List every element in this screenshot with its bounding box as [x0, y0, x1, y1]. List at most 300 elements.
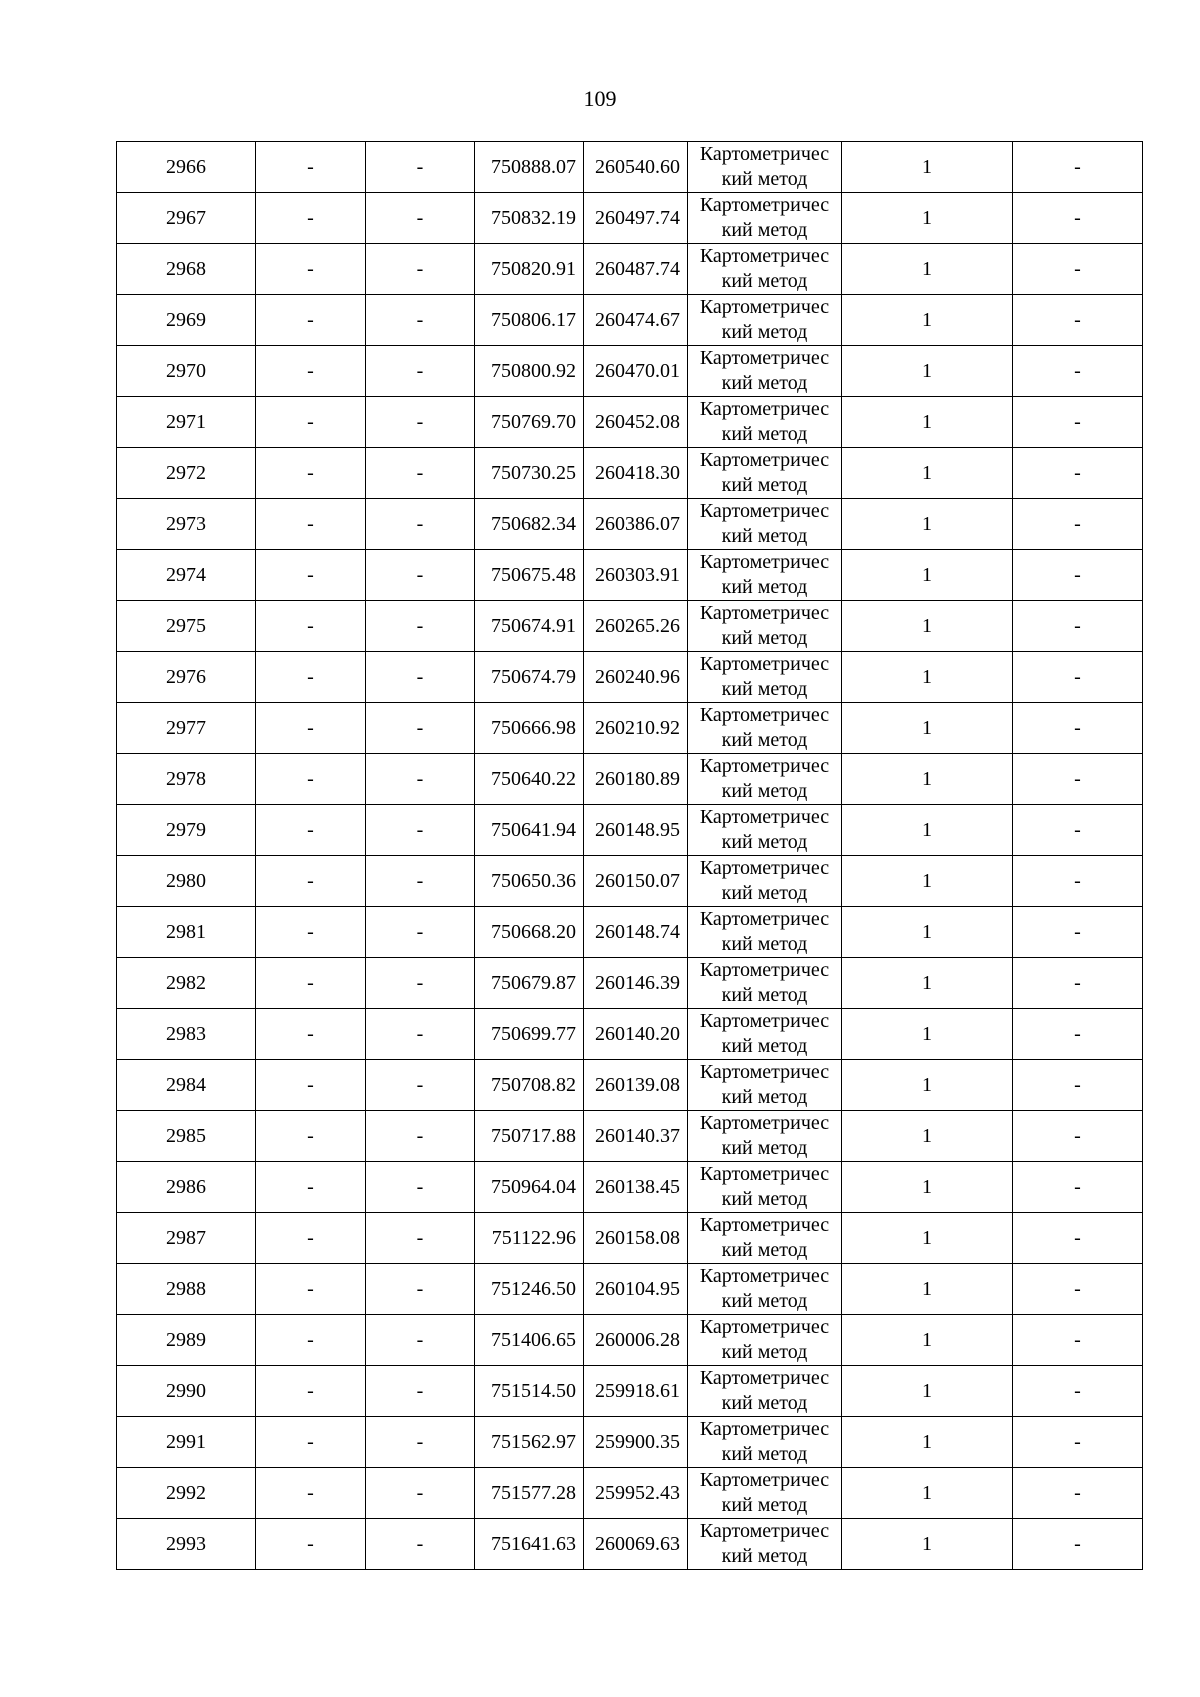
column-3-cell: - [366, 295, 475, 346]
method-cell [688, 193, 842, 244]
method-line-1: Картометричес [699, 194, 830, 216]
column-7-cell: 1 [842, 1060, 1013, 1111]
table-row [117, 1060, 1143, 1111]
column-7-cell: 1 [842, 295, 1013, 346]
table-row [117, 652, 1143, 703]
x-coordinate-cell: 750650.36 [475, 856, 584, 907]
y-coordinate-cell: 260158.08 [584, 1213, 688, 1264]
y-coordinate-cell: 259952.43 [584, 1468, 688, 1519]
y-coordinate-cell: 260386.07 [584, 499, 688, 550]
column-3-cell: - [366, 703, 475, 754]
column-8-cell: - [1013, 703, 1143, 754]
y-coordinate-cell: 260240.96 [584, 652, 688, 703]
table-row [117, 703, 1143, 754]
method-cell [688, 805, 842, 856]
method-cell [688, 1213, 842, 1264]
column-8-cell: - [1013, 856, 1143, 907]
point-number-cell: 2968 [117, 244, 256, 295]
table-row [117, 244, 1143, 295]
table-row [117, 550, 1143, 601]
method-line-1: Картометричес [699, 755, 830, 777]
column-3-cell: - [366, 907, 475, 958]
method-cell [688, 1111, 842, 1162]
column-8-cell: - [1013, 346, 1143, 397]
column-8-cell: - [1013, 1366, 1143, 1417]
method-line-1: Картометричес [699, 806, 830, 828]
point-number-cell: 2975 [117, 601, 256, 652]
y-coordinate-cell: 260470.01 [584, 346, 688, 397]
point-number-cell: 2977 [117, 703, 256, 754]
method-line-1: Картометричес [699, 1163, 830, 1185]
method-line-2: кий метод [721, 1494, 808, 1516]
method-line-2: кий метод [721, 933, 808, 955]
column-8-cell: - [1013, 142, 1143, 193]
column-2-cell: - [256, 1468, 366, 1519]
column-3-cell: - [366, 1468, 475, 1519]
y-coordinate-cell: 260265.26 [584, 601, 688, 652]
point-number-cell: 2988 [117, 1264, 256, 1315]
method-line-1: Картометричес [699, 1061, 830, 1083]
x-coordinate-cell: 750699.77 [475, 1009, 584, 1060]
method-line-1: Картометричес [699, 1316, 830, 1338]
table-row [117, 907, 1143, 958]
column-2-cell: - [256, 805, 366, 856]
x-coordinate-cell: 750679.87 [475, 958, 584, 1009]
method-cell [688, 448, 842, 499]
method-line-1: Картометричес [699, 398, 830, 420]
method-cell [688, 1468, 842, 1519]
column-3-cell: - [366, 1417, 475, 1468]
method-cell [688, 1009, 842, 1060]
column-7-cell: 1 [842, 805, 1013, 856]
method-cell [688, 1417, 842, 1468]
column-3-cell: - [366, 346, 475, 397]
method-cell [688, 295, 842, 346]
method-cell [688, 499, 842, 550]
x-coordinate-cell: 750730.25 [475, 448, 584, 499]
column-7-cell: 1 [842, 193, 1013, 244]
method-line-1: Картометричес [699, 908, 830, 930]
y-coordinate-cell: 260006.28 [584, 1315, 688, 1366]
method-line-2: кий метод [721, 1188, 808, 1210]
x-coordinate-cell: 750964.04 [475, 1162, 584, 1213]
method-line-2: кий метод [721, 831, 808, 853]
column-8-cell: - [1013, 1519, 1143, 1570]
method-line-2: кий метод [721, 780, 808, 802]
column-8-cell: - [1013, 1162, 1143, 1213]
point-number-cell: 2987 [117, 1213, 256, 1264]
column-7-cell: 1 [842, 1417, 1013, 1468]
point-number-cell: 2991 [117, 1417, 256, 1468]
method-cell [688, 1162, 842, 1213]
column-2-cell: - [256, 1060, 366, 1111]
y-coordinate-cell: 260150.07 [584, 856, 688, 907]
y-coordinate-cell: 260069.63 [584, 1519, 688, 1570]
y-coordinate-cell: 260140.20 [584, 1009, 688, 1060]
method-cell [688, 754, 842, 805]
x-coordinate-cell: 751641.63 [475, 1519, 584, 1570]
y-coordinate-cell: 260210.92 [584, 703, 688, 754]
x-coordinate-cell: 751577.28 [475, 1468, 584, 1519]
column-3-cell: - [366, 1060, 475, 1111]
point-number-cell: 2971 [117, 397, 256, 448]
column-8-cell: - [1013, 550, 1143, 601]
column-2-cell: - [256, 1009, 366, 1060]
table-row [117, 856, 1143, 907]
point-number-cell: 2974 [117, 550, 256, 601]
page-number: 109 [583, 86, 617, 111]
point-number-cell: 2985 [117, 1111, 256, 1162]
table-row [117, 1009, 1143, 1060]
method-line-2: кий метод [721, 1035, 808, 1057]
column-2-cell: - [256, 958, 366, 1009]
x-coordinate-cell: 750820.91 [475, 244, 584, 295]
point-number-cell: 2979 [117, 805, 256, 856]
column-3-cell: - [366, 142, 475, 193]
column-8-cell: - [1013, 1417, 1143, 1468]
column-7-cell: 1 [842, 1264, 1013, 1315]
method-line-2: кий метод [721, 1443, 808, 1465]
method-line-2: кий метод [721, 270, 808, 292]
x-coordinate-cell: 751406.65 [475, 1315, 584, 1366]
y-coordinate-cell: 260138.45 [584, 1162, 688, 1213]
method-line-1: Картометричес [699, 296, 830, 318]
method-cell [688, 1060, 842, 1111]
method-line-1: Картометричес [699, 1265, 830, 1287]
column-7-cell: 1 [842, 397, 1013, 448]
column-3-cell: - [366, 958, 475, 1009]
method-cell [688, 601, 842, 652]
point-number-cell: 2993 [117, 1519, 256, 1570]
column-3-cell: - [366, 1264, 475, 1315]
table-row [117, 295, 1143, 346]
column-3-cell: - [366, 1111, 475, 1162]
column-7-cell: 1 [842, 856, 1013, 907]
column-2-cell: - [256, 1213, 366, 1264]
y-coordinate-cell: 260418.30 [584, 448, 688, 499]
method-cell [688, 652, 842, 703]
column-8-cell: - [1013, 397, 1143, 448]
x-coordinate-cell: 750800.92 [475, 346, 584, 397]
point-number-cell: 2980 [117, 856, 256, 907]
x-coordinate-cell: 750832.19 [475, 193, 584, 244]
column-8-cell: - [1013, 448, 1143, 499]
point-number-cell: 2990 [117, 1366, 256, 1417]
method-line-2: кий метод [721, 1341, 808, 1363]
column-7-cell: 1 [842, 1009, 1013, 1060]
y-coordinate-cell: 260452.08 [584, 397, 688, 448]
point-number-cell: 2978 [117, 754, 256, 805]
table-row [117, 1417, 1143, 1468]
column-8-cell: - [1013, 1264, 1143, 1315]
table-row [117, 1468, 1143, 1519]
x-coordinate-cell: 751246.50 [475, 1264, 584, 1315]
table-row [117, 142, 1143, 193]
x-coordinate-cell: 750888.07 [475, 142, 584, 193]
column-2-cell: - [256, 856, 366, 907]
column-7-cell: 1 [842, 1468, 1013, 1519]
column-2-cell: - [256, 1519, 366, 1570]
column-2-cell: - [256, 703, 366, 754]
table-row [117, 448, 1143, 499]
column-3-cell: - [366, 754, 475, 805]
column-2-cell: - [256, 1366, 366, 1417]
column-2-cell: - [256, 1315, 366, 1366]
column-8-cell: - [1013, 1315, 1143, 1366]
method-cell [688, 397, 842, 448]
column-8-cell: - [1013, 958, 1143, 1009]
y-coordinate-cell: 260497.74 [584, 193, 688, 244]
method-cell [688, 856, 842, 907]
column-2-cell: - [256, 754, 366, 805]
method-line-2: кий метод [721, 984, 808, 1006]
column-8-cell: - [1013, 295, 1143, 346]
method-line-1: Картометричес [699, 959, 830, 981]
y-coordinate-cell: 260148.74 [584, 907, 688, 958]
column-3-cell: - [366, 499, 475, 550]
column-8-cell: - [1013, 1060, 1143, 1111]
method-line-1: Картометричес [699, 1214, 830, 1236]
y-coordinate-cell: 260487.74 [584, 244, 688, 295]
method-line-1: Картометричес [699, 1112, 830, 1134]
point-number-cell: 2982 [117, 958, 256, 1009]
x-coordinate-cell: 750668.20 [475, 907, 584, 958]
point-number-cell: 2986 [117, 1162, 256, 1213]
column-2-cell: - [256, 295, 366, 346]
column-7-cell: 1 [842, 550, 1013, 601]
method-cell [688, 958, 842, 1009]
column-2-cell: - [256, 244, 366, 295]
x-coordinate-cell: 751122.96 [475, 1213, 584, 1264]
y-coordinate-cell: 260104.95 [584, 1264, 688, 1315]
column-8-cell: - [1013, 1111, 1143, 1162]
column-2-cell: - [256, 1417, 366, 1468]
table-row [117, 1111, 1143, 1162]
table-row [117, 958, 1143, 1009]
column-8-cell: - [1013, 1468, 1143, 1519]
column-3-cell: - [366, 397, 475, 448]
column-7-cell: 1 [842, 244, 1013, 295]
y-coordinate-cell: 260303.91 [584, 550, 688, 601]
method-line-1: Картометричес [699, 704, 830, 726]
point-number-cell: 2970 [117, 346, 256, 397]
method-line-1: Картометричес [699, 602, 830, 624]
method-line-2: кий метод [721, 576, 808, 598]
table-row [117, 1519, 1143, 1570]
column-8-cell: - [1013, 652, 1143, 703]
method-line-1: Картометричес [699, 143, 830, 165]
column-3-cell: - [366, 1519, 475, 1570]
y-coordinate-cell: 260140.37 [584, 1111, 688, 1162]
point-number-cell: 2966 [117, 142, 256, 193]
y-coordinate-cell: 260148.95 [584, 805, 688, 856]
method-line-2: кий метод [721, 219, 808, 241]
y-coordinate-cell: 260540.60 [584, 142, 688, 193]
table-row [117, 1366, 1143, 1417]
table-row [117, 1213, 1143, 1264]
column-2-cell: - [256, 601, 366, 652]
method-cell [688, 244, 842, 295]
x-coordinate-cell: 751562.97 [475, 1417, 584, 1468]
method-line-1: Картометричес [699, 1418, 830, 1440]
column-3-cell: - [366, 244, 475, 295]
method-line-1: Картометричес [699, 653, 830, 675]
column-2-cell: - [256, 1264, 366, 1315]
column-8-cell: - [1013, 244, 1143, 295]
table-row [117, 754, 1143, 805]
method-line-2: кий метод [721, 729, 808, 751]
table-row [117, 601, 1143, 652]
method-line-2: кий метод [721, 1239, 808, 1261]
table-row [117, 1264, 1143, 1315]
column-2-cell: - [256, 142, 366, 193]
column-7-cell: 1 [842, 958, 1013, 1009]
column-3-cell: - [366, 856, 475, 907]
column-3-cell: - [366, 652, 475, 703]
column-7-cell: 1 [842, 346, 1013, 397]
column-2-cell: - [256, 1162, 366, 1213]
column-2-cell: - [256, 550, 366, 601]
column-7-cell: 1 [842, 1213, 1013, 1264]
point-number-cell: 2969 [117, 295, 256, 346]
method-line-1: Картометричес [699, 500, 830, 522]
method-line-2: кий метод [721, 372, 808, 394]
column-7-cell: 1 [842, 703, 1013, 754]
method-line-2: кий метод [721, 627, 808, 649]
method-line-2: кий метод [721, 423, 808, 445]
method-line-1: Картометричес [699, 857, 830, 879]
method-cell [688, 550, 842, 601]
column-8-cell: - [1013, 754, 1143, 805]
method-line-2: кий метод [721, 168, 808, 190]
method-cell [688, 142, 842, 193]
x-coordinate-cell: 750674.79 [475, 652, 584, 703]
column-3-cell: - [366, 448, 475, 499]
column-8-cell: - [1013, 1009, 1143, 1060]
method-line-1: Картометричес [699, 551, 830, 573]
column-7-cell: 1 [842, 448, 1013, 499]
method-cell [688, 346, 842, 397]
coordinates-table [116, 141, 1143, 1570]
y-coordinate-cell: 260139.08 [584, 1060, 688, 1111]
x-coordinate-cell: 750769.70 [475, 397, 584, 448]
column-3-cell: - [366, 550, 475, 601]
table-row [117, 1315, 1143, 1366]
x-coordinate-cell: 750682.34 [475, 499, 584, 550]
point-number-cell: 2992 [117, 1468, 256, 1519]
column-7-cell: 1 [842, 1519, 1013, 1570]
column-2-cell: - [256, 652, 366, 703]
method-line-2: кий метод [721, 1290, 808, 1312]
method-line-2: кий метод [721, 678, 808, 700]
method-line-1: Картометричес [699, 1010, 830, 1032]
method-line-2: кий метод [721, 882, 808, 904]
column-7-cell: 1 [842, 754, 1013, 805]
column-8-cell: - [1013, 907, 1143, 958]
y-coordinate-cell: 260474.67 [584, 295, 688, 346]
column-7-cell: 1 [842, 1366, 1013, 1417]
table-row [117, 193, 1143, 244]
method-cell [688, 1315, 842, 1366]
x-coordinate-cell: 750640.22 [475, 754, 584, 805]
table-row [117, 805, 1143, 856]
column-7-cell: 1 [842, 652, 1013, 703]
point-number-cell: 2983 [117, 1009, 256, 1060]
column-8-cell: - [1013, 193, 1143, 244]
column-8-cell: - [1013, 499, 1143, 550]
method-line-1: Картометричес [699, 1469, 830, 1491]
y-coordinate-cell: 259900.35 [584, 1417, 688, 1468]
point-number-cell: 2967 [117, 193, 256, 244]
table-row [117, 397, 1143, 448]
y-coordinate-cell: 259918.61 [584, 1366, 688, 1417]
column-7-cell: 1 [842, 499, 1013, 550]
method-line-2: кий метод [721, 474, 808, 496]
x-coordinate-cell: 750666.98 [475, 703, 584, 754]
method-line-1: Картометричес [699, 245, 830, 267]
method-cell [688, 703, 842, 754]
table-body [117, 142, 1143, 1570]
column-8-cell: - [1013, 805, 1143, 856]
column-3-cell: - [366, 805, 475, 856]
column-2-cell: - [256, 499, 366, 550]
column-7-cell: 1 [842, 142, 1013, 193]
method-line-1: Картометричес [699, 1520, 830, 1542]
column-2-cell: - [256, 448, 366, 499]
column-7-cell: 1 [842, 907, 1013, 958]
method-cell [688, 1519, 842, 1570]
method-line-1: Картометричес [699, 449, 830, 471]
point-number-cell: 2981 [117, 907, 256, 958]
column-7-cell: 1 [842, 1111, 1013, 1162]
x-coordinate-cell: 751514.50 [475, 1366, 584, 1417]
x-coordinate-cell: 750674.91 [475, 601, 584, 652]
point-number-cell: 2973 [117, 499, 256, 550]
x-coordinate-cell: 750717.88 [475, 1111, 584, 1162]
point-number-cell: 2972 [117, 448, 256, 499]
column-3-cell: - [366, 193, 475, 244]
method-line-2: кий метод [721, 1392, 808, 1414]
table-row [117, 499, 1143, 550]
x-coordinate-cell: 750708.82 [475, 1060, 584, 1111]
column-3-cell: - [366, 1213, 475, 1264]
column-3-cell: - [366, 1315, 475, 1366]
y-coordinate-cell: 260146.39 [584, 958, 688, 1009]
method-line-1: Картометричес [699, 347, 830, 369]
method-line-2: кий метод [721, 1086, 808, 1108]
point-number-cell: 2976 [117, 652, 256, 703]
column-2-cell: - [256, 397, 366, 448]
method-line-2: кий метод [721, 1545, 808, 1567]
point-number-cell: 2984 [117, 1060, 256, 1111]
method-cell [688, 1366, 842, 1417]
x-coordinate-cell: 750806.17 [475, 295, 584, 346]
column-2-cell: - [256, 1111, 366, 1162]
column-8-cell: - [1013, 1213, 1143, 1264]
table-row [117, 1162, 1143, 1213]
column-3-cell: - [366, 1009, 475, 1060]
method-line-1: Картометричес [699, 1367, 830, 1389]
column-2-cell: - [256, 907, 366, 958]
table-row [117, 346, 1143, 397]
method-line-2: кий метод [721, 321, 808, 343]
column-7-cell: 1 [842, 601, 1013, 652]
x-coordinate-cell: 750641.94 [475, 805, 584, 856]
method-line-2: кий метод [721, 525, 808, 547]
column-7-cell: 1 [842, 1315, 1013, 1366]
method-line-2: кий метод [721, 1137, 808, 1159]
column-3-cell: - [366, 1366, 475, 1417]
